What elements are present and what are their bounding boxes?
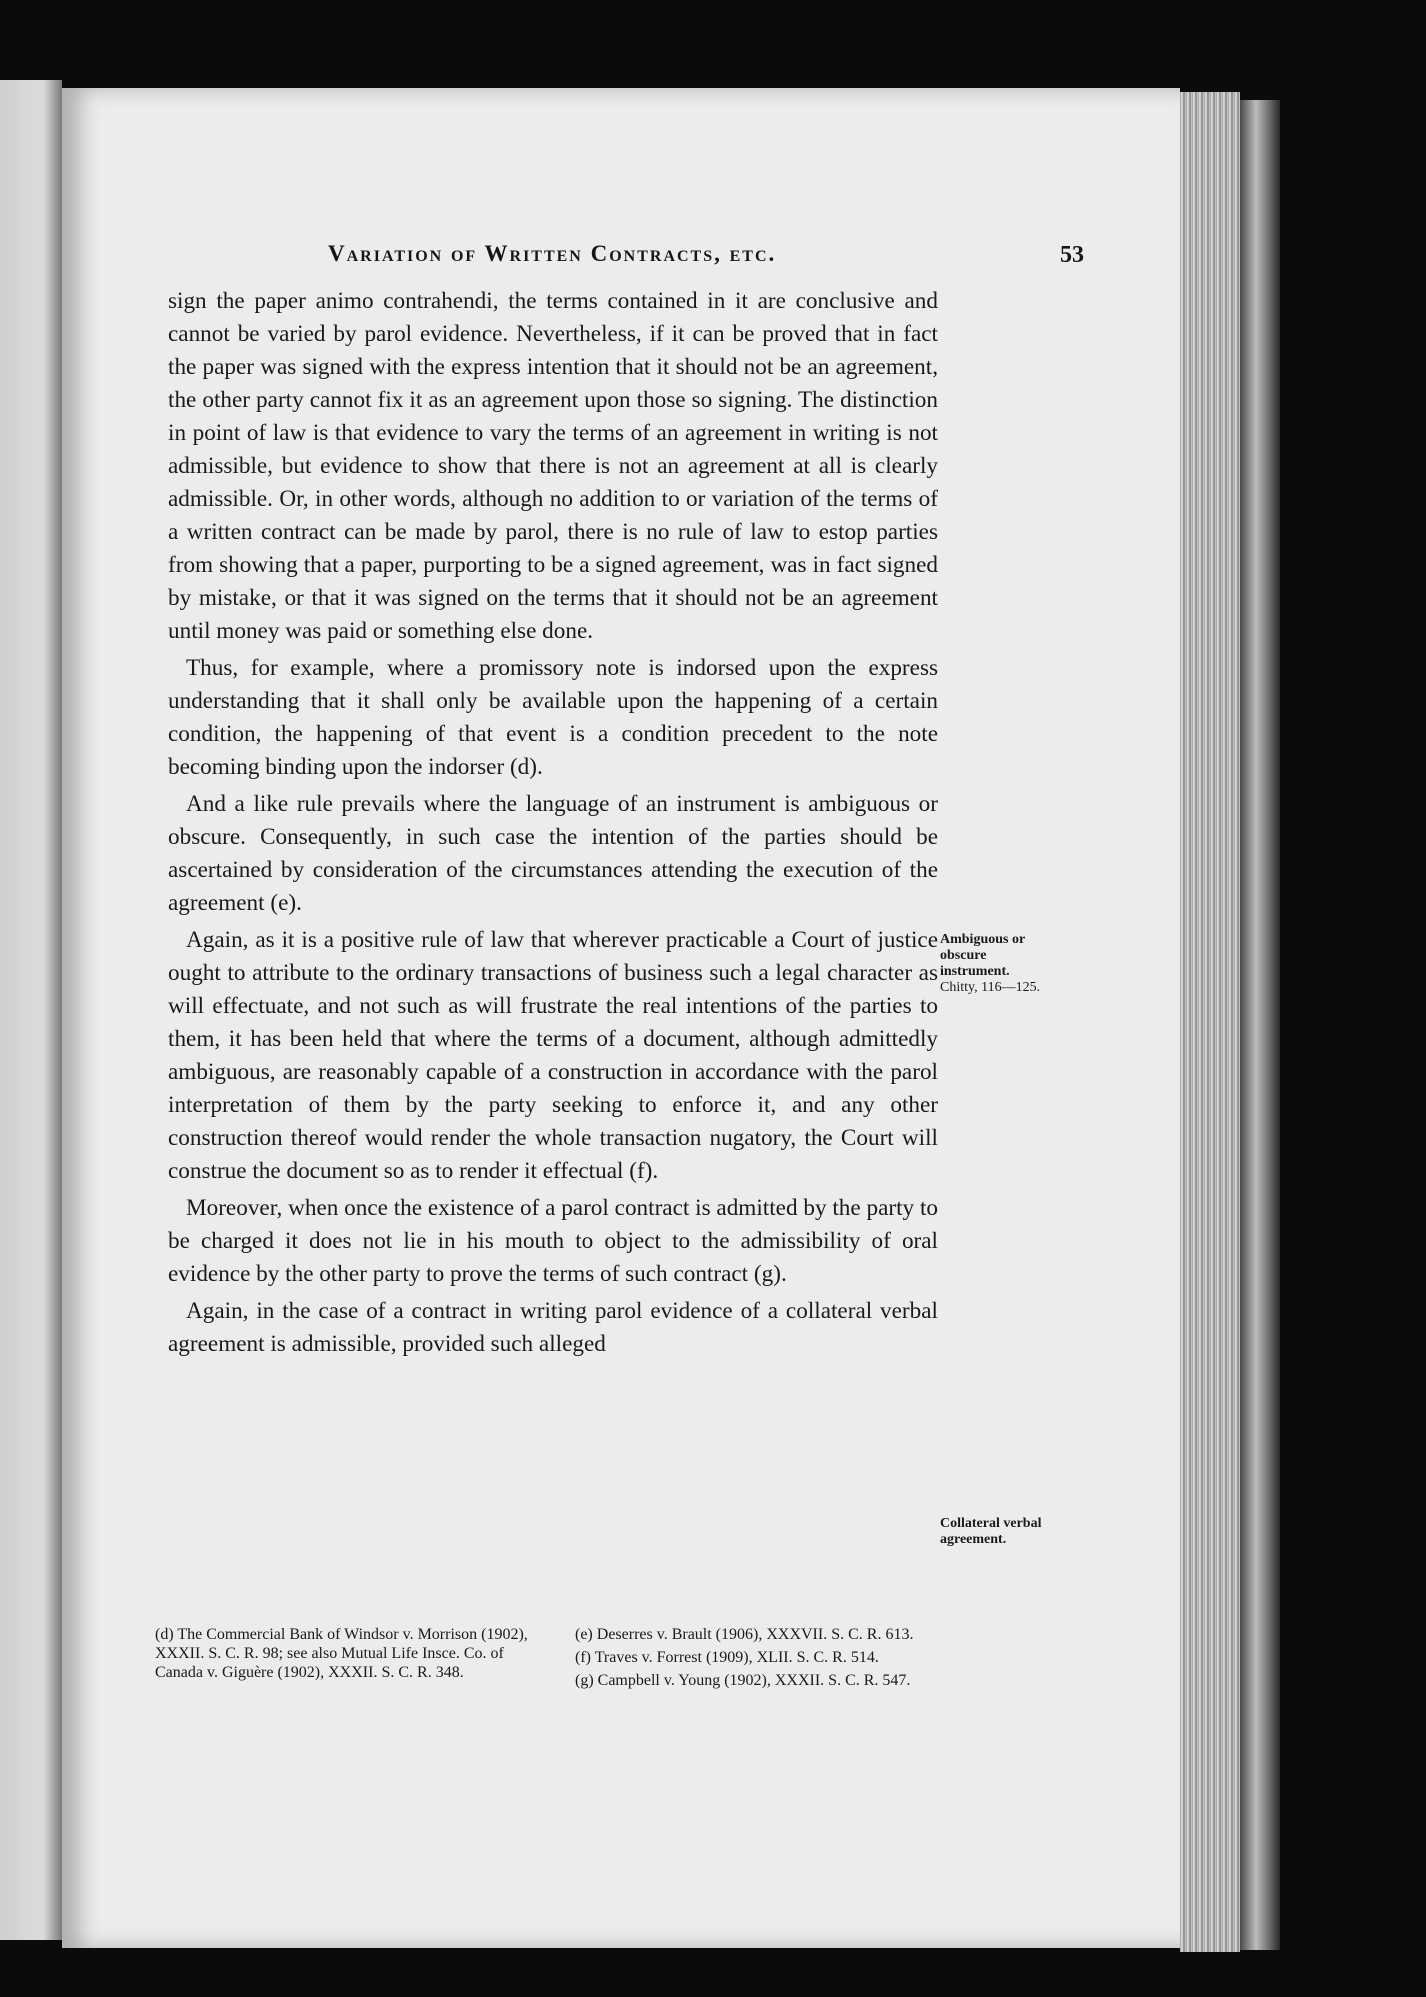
body-text <box>168 285 938 1365</box>
margin-note-ambiguous <box>940 932 1050 996</box>
margin-note-collateral-title: Collateral verbal agreement. <box>940 1516 1042 1547</box>
book-cover-edge <box>1240 100 1280 1950</box>
margin-note-ambiguous-ref: Chitty, 116—125. <box>940 980 1041 995</box>
paragraph-6: Again, in the case of a contract in writing parol evidence of a collateral verbal agreement is admissible, provided such alleged <box>168 1298 938 1357</box>
footnotes-left-column <box>155 1625 535 1694</box>
margin-note-ambiguous-title: Ambiguous or obscure instrument. <box>940 932 1025 979</box>
footnote-g: (g) Campbell v. Young (1902), XXXII. S. C. R. 547. <box>575 1672 911 1689</box>
left-page-edge <box>0 80 62 1940</box>
paragraph-2: Thus, for example, where a promissory note is indorsed upon the express understanding that it shall only be available upon the happening of a certain condition, the happening of that event is a condition precedent to the note becoming binding upon the indorser (d). <box>168 655 938 780</box>
footnote-d: (d) The Commercial Bank of Windsor v. Morrison (1902), XXXII. S. C. R. 98; see also Mutual Life Insce. Co. of Canada v. Giguère (1902), XXXII. S. C. R. 348. <box>155 1626 528 1681</box>
paragraph-5: Moreover, when once the existence of a parol contract is admitted by the party to be charged it does not lie in his mouth to object to the admissibility of oral evidence by the other party to prove the terms of such contract (g). <box>168 1195 938 1287</box>
page-number: 53 <box>1060 242 1084 268</box>
footnotes-right-column <box>575 1625 955 1694</box>
paragraph-3: And a like rule prevails where the language of an instrument is ambiguous or obscure. Consequently, in such case the intention of the parties should be ascertained by consideration of the circumstances attending the execution of the agreement (e). <box>168 791 938 916</box>
book-fore-edge <box>1180 92 1240 1952</box>
running-head: Variation of Written Contracts, etc. <box>328 241 777 266</box>
footnote-f: (f) Traves v. Forrest (1909), XLII. S. C. R. 514. <box>575 1649 879 1666</box>
footnote-e: (e) Deserres v. Brault (1906), XXXVII. S. C. R. 613. <box>575 1626 914 1643</box>
margin-note-collateral <box>940 1516 1050 1548</box>
footnotes <box>155 1625 955 1694</box>
paragraph-1: sign the paper animo contrahendi, the terms contained in it are conclusive and cannot be varied by parol evidence. Nevertheless, if it can be proved that in fact the paper was signed with the express intention that it should not be an agreement, the other party cannot fix it as an agreement upon those so signing. The distinction in point of law is that evidence to vary the terms of an agreement in writing is not admissible, but evidence to show that there is not an agreement at all is clearly admissible. Or, in other words, although no addition to or variation of the terms of a written contract can be made by parol, there is no rule of law to estop parties from showing that a paper, purporting to be a signed agreement, was in fact signed by mistake, or that it was signed on the terms that it should not be an agreement until money was paid or something else done. <box>168 288 938 644</box>
paragraph-4: Again, as it is a positive rule of law that wherever practicable a Court of justice ought to attribute to the ordinary transactions of business such a legal character as will effectuate, and not such as will frustrate the real intentions of the parties to them, it has been held that where the terms of a document, although admittedly ambiguous, are reasonably capable of a construction in accordance with the parol interpretation of them by the party seeking to enforce it, and any other construction thereof would render the whole transaction nugatory, the Court will construe the document so as to render it effectual (f). <box>168 927 938 1184</box>
